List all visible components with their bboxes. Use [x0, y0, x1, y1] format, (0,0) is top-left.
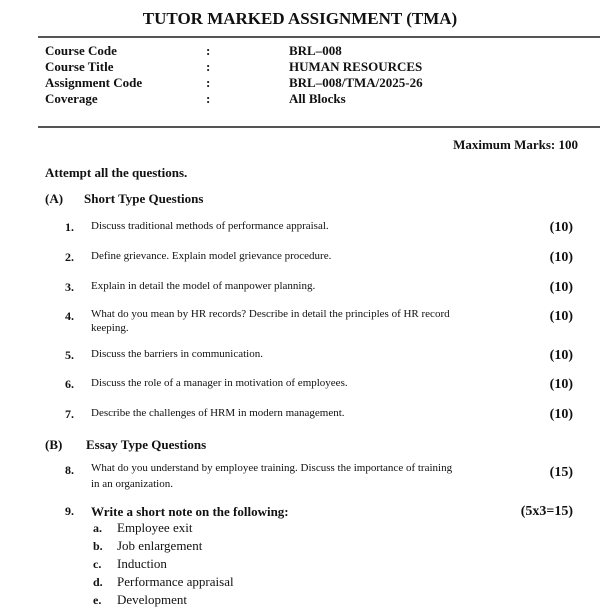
document-title: TUTOR MARKED ASSIGNMENT (TMA) — [142, 9, 458, 28]
meta-label: Course Title — [45, 59, 114, 74]
meta-sep: : — [206, 75, 211, 90]
meta-value: BRL–008/TMA/2025-26 — [289, 75, 423, 90]
section-title: Short Type Questions — [84, 191, 204, 206]
question-text: Discuss the barriers in communication. — [91, 348, 263, 360]
meta-value: BRL–008 — [289, 43, 342, 58]
instruction: Attempt all the questions. — [45, 165, 188, 180]
subitem-text: Job enlargement — [117, 538, 203, 553]
subitem-label: d. — [93, 575, 103, 589]
question-marks: (10) — [549, 309, 573, 324]
divider — [38, 126, 600, 128]
question-text-continued: in an organization. — [91, 478, 173, 490]
question-text: Explain in detail the model of manpower planning. — [91, 280, 316, 292]
question-number: 8. — [65, 463, 74, 477]
question-number: 6. — [65, 377, 74, 391]
maximum-marks: Maximum Marks: 100 — [453, 137, 578, 152]
question-marks: (10) — [549, 250, 573, 265]
question-text: Discuss traditional methods of performance appraisal. — [91, 220, 329, 232]
meta-label: Coverage — [45, 91, 98, 106]
subitem-label: a. — [93, 521, 102, 535]
meta-value: HUMAN RESOURCES — [289, 59, 423, 74]
meta-sep: : — [206, 59, 211, 74]
question-marks: (10) — [549, 348, 573, 363]
question-number: 3. — [65, 280, 74, 294]
subitem-label: e. — [93, 593, 102, 607]
question-marks: (15) — [549, 465, 573, 480]
subitem-text: Induction — [117, 556, 167, 571]
question-number: 7. — [65, 407, 74, 421]
question-number: 9. — [65, 504, 74, 518]
meta-value: All Blocks — [289, 91, 346, 106]
question-number: 1. — [65, 220, 74, 234]
subitem-text: Performance appraisal — [117, 574, 234, 589]
question-text: What do you understand by employee training. Discuss the importance of training — [91, 462, 453, 474]
question-text: Write a short note on the following: — [91, 504, 289, 519]
question-text: Discuss the role of a manager in motivation of employees. — [91, 377, 348, 389]
subitem-label: c. — [93, 557, 102, 571]
question-text: Define grievance. Explain model grievance procedure. — [91, 250, 332, 262]
subitem-text: Development — [117, 592, 188, 607]
question-marks: (5x3=15) — [520, 504, 573, 519]
subitem-label: b. — [93, 539, 103, 553]
meta-label: Assignment Code — [45, 75, 143, 90]
subitem-text: Employee exit — [117, 520, 193, 535]
question-number: 4. — [65, 309, 74, 323]
question-marks: (10) — [549, 280, 573, 295]
question-marks: (10) — [549, 407, 573, 422]
meta-sep: : — [206, 43, 211, 58]
question-marks: (10) — [549, 377, 573, 392]
question-number: 5. — [65, 348, 74, 362]
section-label: (B) — [45, 437, 63, 452]
question-text-continued: keeping. — [91, 322, 129, 334]
question-number: 2. — [65, 250, 74, 264]
divider — [38, 36, 600, 38]
section-label: (A) — [45, 191, 64, 206]
question-text: Describe the challenges of HRM in modern management. — [91, 407, 345, 419]
meta-label: Course Code — [45, 43, 117, 58]
question-text: What do you mean by HR records? Describe in detail the principles of HR record — [91, 308, 450, 320]
meta-sep: : — [206, 91, 211, 106]
question-marks: (10) — [549, 220, 573, 235]
section-title: Essay Type Questions — [86, 437, 207, 452]
